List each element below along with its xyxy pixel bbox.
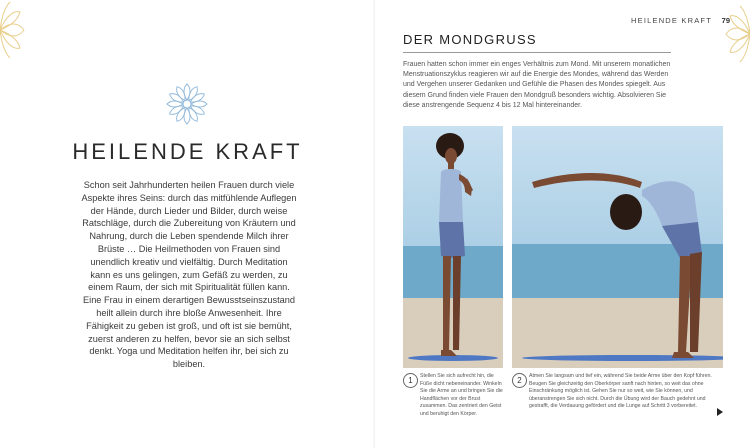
step-number-badge: 1: [403, 373, 418, 388]
step-text: Stellen Sie sich aufrecht hin, die Füße dicht nebeneinander. Winkeln Sie die Arme an und bringen Sie die Handflächen vor der Brust zusammen. Das zentriert den Geist und beruhigt den Körper.: [420, 373, 503, 417]
triangle-right-icon[interactable]: [717, 408, 723, 416]
corner-lotus-icon: [710, 4, 750, 64]
step-number-badge: 2: [512, 373, 527, 388]
photo-step-2: [512, 126, 723, 368]
lotus-mandala-icon: [165, 82, 209, 126]
corner-lotus-icon: [0, 0, 40, 60]
running-head: HEILENDE KRAFT: [631, 16, 712, 25]
section-title: DER MONDGRUSS: [403, 32, 537, 47]
right-page: [375, 0, 750, 448]
section-divider: [403, 52, 671, 53]
body-text: [80, 179, 298, 371]
step-text: Atmen Sie langsam und tief ein, während Sie beide Arme über den Kopf führen. Beugen Sie gleichzeitig den Oberkörper sanft nach hinten, so weit das ohne Einschränkung möglich ist. Gehen Sie nur so weit, wie Sie können, und überanstrengen Sie sich nicht. Durch die Übung wird der Bauch gedehnt und gestrafft, die Verdauung gefördert und die Lunge auf Schritt 3 vorbereitet.: [529, 373, 712, 410]
page-number: 79: [721, 16, 730, 25]
intro-text: Frauen hatten schon immer ein enges Verhältnis zum Mond. Mit unserem monatlichen Menstruationszyklus reagieren wir auf die Energie des Mondes, während das Werden und Vergehen unserer Gedanken und Gefühle die Phasen des Mondes spiegelt. Aus diesem Grund finden viele Frauen den Mondgruß besonders wichtig. Absolvieren Sie diese anstrengende Sequenz 4 bis 12 Mal hintereinander.: [403, 61, 671, 109]
page-title: HEILENDE KRAFT: [72, 139, 303, 164]
body-paragraph: Schon seit Jahrhunderten heilen Frauen durch viele Aspekte ihres Seins: durch das mitfühlende Auflegen der Hände, durch Lieder und Bilder, durch weise Ratschläge, durch die Zubereitung von Kräutern und Nahrung, durch die Leben spendende Milch ihrer Brüste … Die Heilmethoden von Frauen sind unendlich kreativ und vielfältig. Durch Meditation kann es uns gelingen, zum Gefäß zu werden, zu einem Raum, der sich mit Spiritualität füllen kann. Eine Frau in einem derartigen Bewusstseinszustand heilt allein durch ihre bloße Anwesenheit. Ihre Fähigkeit zu geben ist groß, und oft ist sie bemüht, zuerst anderen zu helfen, bevor sie an sich selbst denkt. Yoga und Meditation helfen ihr, bei sich zu bleiben.: [81, 180, 297, 370]
photo-step-1: [403, 126, 503, 368]
